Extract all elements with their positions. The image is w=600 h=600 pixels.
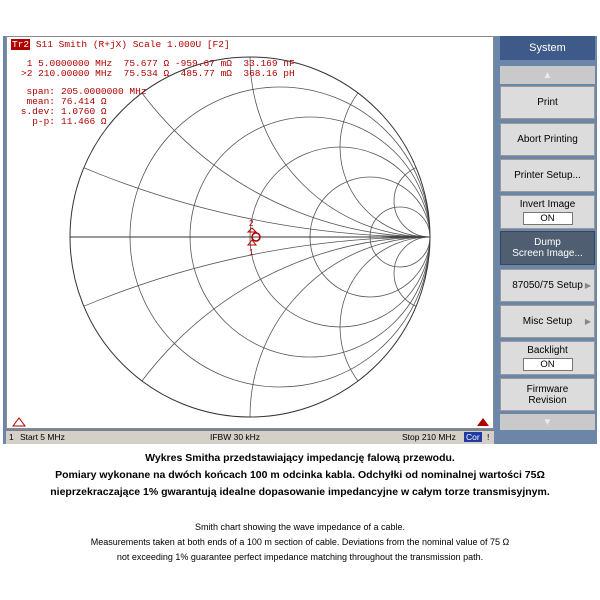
invert-image-value: ON: [523, 212, 573, 225]
caption-en-line1: Smith chart showing the wave impedance of a cable.: [194, 522, 406, 532]
backlight-label: Backlight: [527, 345, 568, 356]
status-end-icon: !: [487, 432, 490, 442]
scroll-down-button[interactable]: [500, 414, 595, 430]
marker-row-2: >2 210.00000 MHz 75.534 Ω 485.77 mΩ 368.16 pH: [21, 68, 295, 79]
caption-pl-line3: nieprzekraczające 1% gwarantują idealne dopasowanie impedancyjne w całym torze transmisyjnym.: [50, 486, 550, 498]
caption-pl-line1: Wykres Smitha przedstawiający impedancję falową przewodu.: [145, 452, 455, 464]
reactance-arc: [7, 237, 493, 428]
dump-screen-image-button[interactable]: [500, 231, 595, 265]
invert-image-label: Invert Image: [519, 199, 576, 210]
arrow-up-icon: ▲: [542, 69, 553, 81]
softkey-panel: [496, 36, 597, 444]
smith-chart-panel: [6, 36, 494, 429]
caption-en-line3: not exceeding 1% guarantee perfect impedance matching throughout the transmission path.: [116, 552, 484, 562]
stats-labels: span: mean: s.dev: p-p:: [20, 86, 55, 127]
printer-setup-button[interactable]: Printer Setup...: [500, 159, 595, 192]
status-bar: [6, 430, 494, 444]
setup-87050-button[interactable]: [500, 269, 595, 302]
backlight-value: ON: [523, 358, 573, 371]
scroll-left-triangle: [13, 418, 25, 426]
trace-badge[interactable]: Tr2: [12, 39, 30, 50]
chevron-right-icon: ▶: [584, 316, 591, 326]
misc-setup-label: Misc Setup: [522, 316, 573, 327]
marker-2-triangle: [248, 228, 256, 232]
channel-number[interactable]: 1: [9, 432, 14, 442]
scroll-right-triangle: [477, 418, 489, 426]
misc-setup-button[interactable]: [500, 305, 595, 338]
stats-values: 205.0000000 MHz 76.414 Ω 1.0760 Ω 11.466 Ω: [61, 86, 147, 127]
arrow-down-icon: ▼: [542, 416, 553, 428]
trace-header: [11, 39, 230, 50]
analyzer-screen: [3, 36, 597, 444]
trace-title: S11 Smith (R+jX) Scale 1.000U [F2]: [35, 39, 230, 50]
caption-en-line2: Measurements taken at both ends of a 100 m section of cable. Deviations from the nominal value of 75 Ω: [90, 537, 510, 547]
start-frequency[interactable]: Start 5 MHz: [20, 432, 65, 442]
correction-badge[interactable]: Cor: [466, 432, 480, 442]
print-button[interactable]: Print: [500, 86, 595, 119]
reactance-arc: [340, 57, 493, 237]
caption-english: [0, 520, 600, 565]
dump-line2: Screen Image...: [512, 248, 583, 259]
invert-image-toggle[interactable]: [500, 195, 595, 229]
firmware-revision-button[interactable]: [500, 378, 595, 411]
reactance-arc: [250, 237, 493, 428]
marker-2-label: 2: [249, 219, 254, 228]
dump-line1: Dump: [534, 237, 561, 248]
stop-frequency[interactable]: Stop 210 MHz: [402, 432, 456, 442]
abort-printing-button[interactable]: Abort Printing: [500, 123, 595, 156]
reactance-arc: [340, 237, 493, 417]
firmware-line1: Firmware: [526, 383, 569, 395]
setup-87050-label: 87050/75 Setup: [512, 280, 583, 291]
chevron-right-icon: ▶: [584, 280, 591, 290]
firmware-line2: Revision: [528, 394, 567, 406]
ifbw[interactable]: IFBW 30 kHz: [210, 432, 261, 442]
caption-polish: [0, 450, 600, 501]
caption-pl-line2: Pomiary wykonane na dwóch końcach 100 m odcinka kabla. Odchyłki od nominalnej wartości 75Ω: [55, 469, 545, 481]
marker-row-1: 1 5.0000000 MHz 75.677 Ω -959.67 mΩ 33.169 nF: [21, 58, 295, 69]
scroll-up-button[interactable]: [500, 66, 595, 84]
marker-1-label: 1: [249, 248, 254, 257]
reactance-arc: [70, 237, 493, 428]
backlight-toggle[interactable]: [500, 341, 595, 375]
softkey-title-system: System: [500, 36, 595, 60]
